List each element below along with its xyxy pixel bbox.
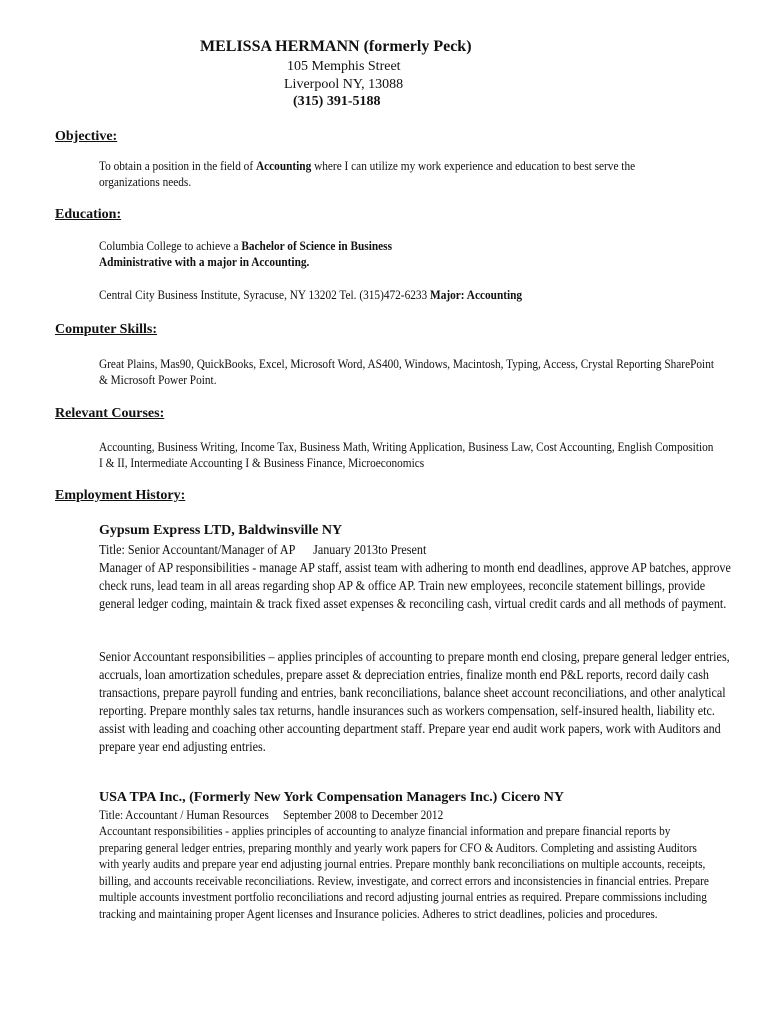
phone-number: (315) 391-5188 (293, 94, 381, 109)
street-address: 105 Memphis Street (287, 59, 401, 74)
job1-para-2: Senior Accountant responsibilities – applies principles of accounting to prepare month end closing, prepare general ledger entries, accruals, loan amortization schedules, prepare asset & depreciation entries, finalize month end P&L reports, record daily cash transactions, prepare payroll funding and entries, bank reconciliations, balance sheet account reconciliations, and other analytical reporting. Prepare monthly sales tax returns, handle insurances such as workers compensation, self-insured health, liability etc. assist with leading and coaching other accounting department staff. Prepare year end audit work papers, work with Auditors and prepare year end adjusting entries. (99, 649, 730, 754)
job2-title: Title: Accountant / Human Resources September 2008 to December 2012 (99, 808, 444, 822)
employment-heading: Employment History: (55, 488, 186, 503)
job1-para-1: Manager of AP responsibilities - manage AP staff, assist team with adhering to month end deadlines, approve AP batches, approve check runs, lead team in all areas regarding shop AP & office AP. Train new employees, reconcile statement billings, provide general ledger coding, maintain & track fixed asset expenses & reconciling cash, virtual credit cards and all methods of payment. (99, 560, 731, 611)
job2-para: Accountant responsibilities - applies principles of accounting to analyze financial information and prepare financial reports by preparing general ledger entries, preparing monthly and yearly work papers for CFO & Auditors. Completing and assisting Auditors with yearly audits and prepare year end adjusting journal entries. Prepare monthly bank reconciliations on multiple accounts, receipts, billing, and accounts receivable reconciliations. Review, investigate, and correct errors and inconsistencies in financial entries. Prepare multiple accounts investment portfolio reconciliations and record adjusting journal entries as required. Prepare commissions including tracking and maintaining proper Agent licenses and Insurance policies. Adheres to strict deadlines, policies and procedures. (99, 824, 709, 921)
relevant-courses-heading: Relevant Courses: (55, 406, 165, 421)
objective-text: To obtain a position in the field of Accounting where I can utilize my work experience and education to best serve the organizations needs. (99, 159, 636, 190)
education-item-2: Central City Business Institute, Syracuse, NY 13202 Tel. (315)472-6233 Major: Accounting (99, 288, 523, 302)
job2-company: USA TPA Inc., (Formerly New York Compensation Managers Inc.) Cicero NY (99, 790, 564, 805)
city-address: Liverpool NY, 13088 (284, 77, 404, 92)
education-item-1: Columbia College to achieve a Bachelor of Science in Business Administrative with a major in Accounting. (99, 239, 392, 270)
candidate-name: MELISSA HERMANN (formerly Peck) (200, 38, 472, 55)
objective-heading: Objective: (55, 129, 118, 144)
education-heading: Education: (55, 207, 122, 222)
computer-skills-heading: Computer Skills: (55, 322, 158, 337)
relevant-courses-text: Accounting, Business Writing, Income Tax, Business Math, Writing Application, Business Law, Cost Accounting, English Composition I & II, Intermediate Accounting I & Business Finance, Microeconomics (99, 440, 714, 471)
job1-title: Title: Senior Accountant/Manager of AP January 2013to Present (99, 542, 427, 557)
job1-company: Gypsum Express LTD, Baldwinsville NY (99, 523, 343, 538)
computer-skills-text: Great Plains, Mas90, QuickBooks, Excel, Microsoft Word, AS400, Windows, Macintosh, Typing, Access, Crystal Reporting SharePoint & Microsoft Power Point. (99, 357, 714, 388)
